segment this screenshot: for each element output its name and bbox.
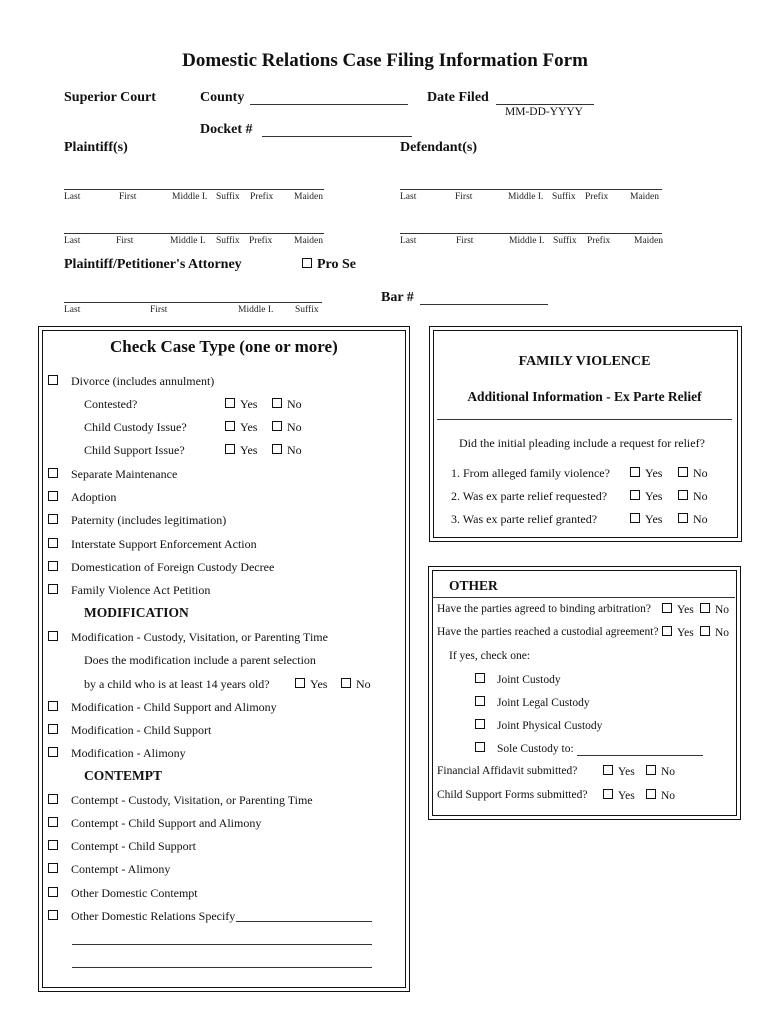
option-label: Adoption [71, 490, 117, 504]
option-divorce[interactable] [48, 374, 214, 389]
checkbox-icon[interactable] [630, 490, 640, 500]
child-support-question: Child Support Issue? [84, 443, 185, 457]
child-support-forms-no[interactable] [646, 789, 675, 802]
name-label-middle: Middle I. [170, 236, 206, 246]
attorney-label-middle: Middle I. [238, 305, 274, 315]
option-label: Contempt - Alimony [71, 862, 171, 876]
fv-item-1: 1. From alleged family violence? [451, 466, 610, 480]
name-label-prefix: Prefix [249, 236, 273, 246]
name-label-middle: Middle I. [508, 192, 544, 202]
attorney-label-suffix: Suffix [295, 305, 319, 315]
name-label-first: First [116, 236, 134, 246]
contested-no[interactable] [272, 397, 302, 412]
checkbox-icon[interactable] [48, 491, 58, 501]
contested-question: Contested? [84, 397, 138, 411]
mod-question-yes[interactable] [295, 677, 327, 692]
fv-item-2: 2. Was ex parte relief requested? [451, 489, 608, 503]
option-contempt-alimony[interactable] [48, 862, 170, 877]
name-label-middle: Middle I. [509, 236, 545, 246]
contested-yes[interactable] [225, 397, 257, 412]
child-custody-yes[interactable] [225, 420, 257, 435]
family-violence-subheading: Additional Information - Ex Parte Relief [467, 389, 702, 404]
date-format-hint: MM-DD-YYYY [505, 106, 583, 118]
defendant-1-field[interactable] [400, 189, 662, 190]
case-type-heading: Check Case Type (one or more) [110, 337, 338, 356]
no-label: No [356, 677, 371, 691]
no-label: No [693, 512, 708, 526]
option-separate-maintenance[interactable] [48, 467, 177, 482]
name-label-maiden: Maiden [630, 192, 660, 202]
child-custody-question: Child Custody Issue? [84, 420, 187, 434]
option-label: Modification - Alimony [71, 746, 186, 760]
name-label-maiden: Maiden [294, 236, 324, 246]
option-sole-custody[interactable] [475, 742, 574, 755]
option-other-specify[interactable] [48, 909, 235, 924]
yes-label: Yes [240, 443, 258, 457]
superior-court-label: Superior Court [64, 90, 156, 105]
checkbox-icon[interactable] [678, 513, 688, 523]
yes-label: Yes [645, 489, 663, 503]
checkbox-icon[interactable] [341, 678, 351, 688]
checkbox-icon[interactable] [48, 538, 58, 548]
checkbox-icon[interactable] [48, 887, 58, 897]
option-label: Other Domestic Contempt [71, 886, 198, 900]
checkbox-icon[interactable] [630, 467, 640, 477]
docket-field[interactable] [262, 136, 412, 137]
child-support-no[interactable] [272, 443, 302, 458]
fv-item-3-no[interactable] [678, 512, 708, 527]
checkbox-icon[interactable] [646, 765, 656, 775]
option-adoption[interactable] [48, 490, 116, 505]
checkbox-icon[interactable] [295, 678, 305, 688]
checkbox-icon[interactable] [678, 467, 688, 477]
fv-item-1-yes[interactable] [630, 466, 662, 481]
financial-affidavit-question: Financial Affidavit submitted? [437, 765, 578, 777]
option-mod-alimony[interactable] [48, 746, 186, 761]
bar-number-label: Bar # [381, 290, 414, 305]
checkbox-icon[interactable] [662, 626, 672, 636]
attorney-label-first: First [150, 305, 168, 315]
attorney-label-last: Last [64, 305, 81, 315]
other-specify-line-2[interactable] [72, 944, 372, 945]
option-label: Modification - Child Support and Alimony [71, 700, 277, 714]
checkbox-icon[interactable] [603, 789, 613, 799]
option-joint-custody[interactable] [475, 673, 561, 686]
fv-item-3-yes[interactable] [630, 512, 662, 527]
checkbox-icon[interactable] [48, 794, 58, 804]
option-label: Family Violence Act Petition [71, 583, 211, 597]
contempt-heading: CONTEMPT [84, 768, 163, 783]
no-label: No [693, 489, 708, 503]
financial-affidavit-no[interactable] [646, 765, 675, 778]
checkbox-icon[interactable] [272, 444, 282, 454]
checkbox-icon[interactable] [630, 513, 640, 523]
name-label-prefix: Prefix [585, 192, 609, 202]
modification-heading: MODIFICATION [84, 605, 189, 620]
option-contempt-support-alimony[interactable] [48, 816, 261, 831]
checkbox-icon[interactable] [475, 696, 485, 706]
checkbox-icon[interactable] [48, 631, 58, 641]
fv-item-2-no[interactable] [678, 489, 708, 504]
defendants-label: Defendant(s) [400, 140, 477, 155]
arbitration-yes[interactable] [662, 603, 694, 616]
checkbox-icon[interactable] [48, 584, 58, 594]
family-violence-divider [437, 419, 732, 420]
option-family-violence-petition[interactable] [48, 583, 210, 598]
yes-label: Yes [240, 420, 258, 434]
arbitration-no[interactable] [700, 603, 729, 616]
option-label: Joint Legal Custody [497, 697, 590, 709]
checkbox-icon[interactable] [48, 375, 58, 385]
option-mod-custody[interactable] [48, 630, 328, 645]
yes-label: Yes [677, 627, 694, 639]
option-label: Interstate Support Enforcement Action [71, 537, 257, 551]
name-label-suffix: Suffix [216, 192, 240, 202]
option-label: Other Domestic Relations Specify [71, 909, 236, 923]
name-label-last: Last [400, 192, 417, 202]
attorney-label: Plaintiff/Petitioner's Attorney [64, 257, 242, 272]
other-heading: OTHER [449, 578, 498, 593]
option-joint-legal-custody[interactable] [475, 696, 590, 709]
mod-question-line-1: Does the modification include a parent selection [84, 653, 316, 667]
checkbox-icon[interactable] [225, 444, 235, 454]
option-paternity[interactable] [48, 513, 226, 528]
name-label-middle: Middle I. [172, 192, 208, 202]
option-label: Contempt - Child Support [71, 839, 197, 853]
name-label-suffix: Suffix [553, 236, 577, 246]
yes-label: Yes [645, 512, 663, 526]
option-domestication[interactable] [48, 560, 274, 575]
checkbox-icon[interactable] [48, 468, 58, 478]
checkbox-icon[interactable] [700, 603, 710, 613]
option-label: Joint Physical Custody [497, 720, 603, 732]
checkbox-icon[interactable] [48, 701, 58, 711]
date-filed-label: Date Filed [427, 90, 489, 105]
yes-label: Yes [618, 766, 635, 778]
checkbox-icon[interactable] [302, 258, 312, 268]
family-violence-question: Did the initial pleading include a request for relief? [459, 436, 705, 450]
docket-label: Docket # [200, 122, 253, 137]
option-label: Paternity (includes legitimation) [71, 513, 227, 527]
custodial-no[interactable] [700, 626, 729, 639]
checkbox-icon[interactable] [678, 490, 688, 500]
checkbox-icon[interactable] [475, 742, 485, 752]
name-label-last: Last [64, 236, 81, 246]
no-label: No [693, 466, 708, 480]
name-label-first: First [455, 192, 473, 202]
defendant-2-field[interactable] [400, 233, 662, 234]
yes-label: Yes [677, 604, 694, 616]
custodial-yes[interactable] [662, 626, 694, 639]
other-specify-line-3[interactable] [72, 967, 372, 968]
arbitration-question: Have the parties agreed to binding arbitration? [437, 603, 651, 615]
option-mod-support-alimony[interactable] [48, 700, 277, 715]
option-label: Modification - Child Support [71, 723, 212, 737]
checkbox-icon[interactable] [272, 421, 282, 431]
county-label: County [200, 90, 245, 105]
name-label-last: Last [400, 236, 417, 246]
option-label: Modification - Custody, Visitation, or Parenting Time [71, 630, 328, 644]
if-yes-label: If yes, check one: [449, 650, 531, 662]
attorney-name-field[interactable] [64, 302, 322, 303]
no-label: No [661, 766, 676, 778]
option-label: Domestication of Foreign Custody Decree [71, 560, 275, 574]
plaintiff-1-field[interactable] [64, 189, 324, 190]
no-label: No [715, 627, 730, 639]
fv-item-1-no[interactable] [678, 466, 708, 481]
form-title: Domestic Relations Case Filing Information Form [182, 50, 588, 71]
name-label-maiden: Maiden [294, 192, 324, 202]
other-specify-field[interactable] [236, 921, 372, 922]
option-label: Joint Custody [497, 674, 561, 686]
checkbox-icon[interactable] [475, 719, 485, 729]
mod-question-line-2: by a child who is at least 14 years old? [84, 677, 270, 691]
checkbox-icon[interactable] [48, 724, 58, 734]
pro-se-option[interactable] [302, 257, 356, 273]
option-mod-support[interactable] [48, 723, 211, 738]
custodial-question: Have the parties reached a custodial agreement? [437, 626, 659, 638]
pro-se-label: Pro Se [317, 257, 357, 272]
checkbox-icon[interactable] [48, 561, 58, 571]
checkbox-icon[interactable] [662, 603, 672, 613]
child-support-forms-yes[interactable] [603, 789, 635, 802]
checkbox-icon[interactable] [700, 626, 710, 636]
checkbox-icon[interactable] [48, 840, 58, 850]
financial-affidavit-yes[interactable] [603, 765, 635, 778]
checkbox-icon[interactable] [48, 817, 58, 827]
option-label: Sole Custody to: [497, 743, 574, 755]
name-label-first: First [119, 192, 137, 202]
yes-label: Yes [310, 677, 328, 691]
option-contempt-custody[interactable] [48, 793, 313, 808]
checkbox-icon[interactable] [475, 673, 485, 683]
yes-label: Yes [645, 466, 663, 480]
other-divider [432, 597, 735, 598]
option-label: Divorce (includes annulment) [71, 374, 215, 388]
checkbox-icon[interactable] [225, 421, 235, 431]
name-label-last: Last [64, 192, 81, 202]
date-filed-field[interactable] [496, 104, 594, 105]
checkbox-icon[interactable] [272, 398, 282, 408]
option-joint-physical-custody[interactable] [475, 719, 602, 732]
checkbox-icon[interactable] [48, 514, 58, 524]
checkbox-icon[interactable] [48, 747, 58, 757]
name-label-first: First [456, 236, 474, 246]
checkbox-icon[interactable] [48, 863, 58, 873]
option-label: Contempt - Custody, Visitation, or Parenting Time [71, 793, 313, 807]
name-label-suffix: Suffix [552, 192, 576, 202]
name-label-maiden: Maiden [634, 236, 664, 246]
yes-label: Yes [240, 397, 258, 411]
checkbox-icon[interactable] [603, 765, 613, 775]
child-custody-no[interactable] [272, 420, 302, 435]
name-label-prefix: Prefix [587, 236, 611, 246]
name-label-prefix: Prefix [250, 192, 274, 202]
plaintiff-2-field[interactable] [64, 233, 324, 234]
no-label: No [715, 604, 730, 616]
family-violence-heading: FAMILY VIOLENCE [518, 354, 651, 369]
option-other-contempt[interactable] [48, 886, 198, 901]
option-label: Separate Maintenance [71, 467, 178, 481]
sole-custody-field[interactable] [577, 755, 703, 756]
checkbox-icon[interactable] [48, 910, 58, 920]
mod-question-no[interactable] [341, 677, 371, 692]
no-label: No [287, 443, 302, 457]
bar-number-field[interactable] [420, 304, 548, 305]
option-interstate-support[interactable] [48, 537, 257, 552]
child-support-yes[interactable] [225, 443, 257, 458]
no-label: No [287, 420, 302, 434]
option-contempt-support[interactable] [48, 839, 196, 854]
yes-label: Yes [618, 790, 635, 802]
plaintiffs-label: Plaintiff(s) [64, 140, 128, 155]
child-support-forms-question: Child Support Forms submitted? [437, 789, 588, 801]
fv-item-3: 3. Was ex parte relief granted? [451, 512, 598, 526]
no-label: No [661, 790, 676, 802]
name-label-suffix: Suffix [216, 236, 240, 246]
option-label: Contempt - Child Support and Alimony [71, 816, 262, 830]
checkbox-icon[interactable] [225, 398, 235, 408]
no-label: No [287, 397, 302, 411]
fv-item-2-yes[interactable] [630, 489, 662, 504]
county-field[interactable] [250, 104, 408, 105]
checkbox-icon[interactable] [646, 789, 656, 799]
